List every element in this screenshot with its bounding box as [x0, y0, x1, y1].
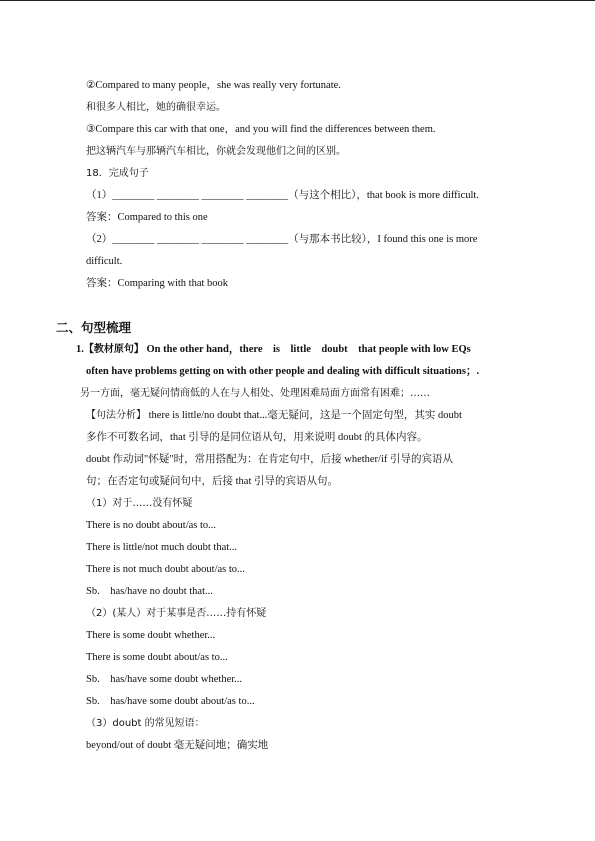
top-rule: [0, 0, 595, 1]
section-title: 二、句型梳理: [56, 320, 132, 335]
analysis-line4: 句；在否定句或疑问句中，后接 that 引导的宾语从句。: [86, 476, 338, 487]
sub1-item: There is not much doubt about/as to...: [86, 564, 245, 575]
sub3-title: （3）doubt 的常见短语：: [86, 718, 205, 729]
exercise-18-q2: （2）________ ________ ________ ________（与那本书比较），I found this one is more: [86, 234, 478, 245]
item1-line2: often have problems getting on with other people and dealing with difficult situations；.: [86, 366, 480, 377]
analysis-line2: 多作不可数名词，that 引导的是同位语从句，用来说明 doubt 的具体内容。: [86, 432, 428, 443]
analysis-line3: doubt 作动词"怀疑"时，常用搭配为：在肯定句中，后接 whether/if 引导的宾语从: [86, 454, 454, 465]
analysis-tag: 【句法分析】: [86, 410, 146, 421]
analysis-text1: there is little/no doubt that...毫无疑问，这是一个固定句型，其实 doubt: [148, 410, 462, 421]
exercise-18-a1: 答案：Compared to this one: [86, 212, 208, 223]
sub3-item: beyond/out of doubt 毫无疑问地；确实地: [86, 740, 269, 751]
item1-tag: 【教材原句】: [83, 344, 144, 355]
example-2-en: ②Compared to many people，she was really very fortunate.: [86, 80, 341, 91]
sub2-title: （2）(某人）对于某事是否……持有怀疑: [86, 608, 267, 619]
sub1-item: Sb. has/have no doubt that...: [86, 586, 213, 597]
exercise-18-title: 18．完成句子: [86, 168, 149, 179]
example-3-en: ③Compare this car with that one，and you will find the differences between them.: [86, 124, 436, 135]
sub2-item: Sb. has/have some doubt about/as to...: [86, 696, 255, 707]
exercise-18-q1: （1）________ ________ ________ ________（与这个相比），that book is more difficult.: [86, 190, 479, 201]
sub2-item: There is some doubt whether...: [86, 630, 216, 641]
sub1-item: There is little/not much doubt that...: [86, 542, 238, 553]
item1-line1: [76, 343, 541, 357]
item1-text1: On the other hand，there is little doubt that people with low EQs: [146, 344, 471, 355]
sub1-item: There is no doubt about/as to...: [86, 520, 217, 531]
exercise-18-q2-cont: difficult.: [86, 256, 123, 267]
sub2-item: Sb. has/have some doubt whether...: [86, 674, 243, 685]
item1-number: 1.: [76, 344, 84, 355]
exercise-18-a2: 答案：Comparing with that book: [86, 278, 229, 289]
analysis-line1: [86, 409, 541, 423]
sub2-item: There is some doubt about/as to...: [86, 652, 228, 663]
sub1-title: （1）对于……没有怀疑: [86, 498, 193, 509]
item1-translation: 另一方面，毫无疑问情商低的人在与人相处、处理困难局面方面常有困难；……: [80, 388, 430, 399]
example-3-cn: 把这辆汽车与那辆汽车相比，你就会发现他们之间的区别。: [86, 146, 346, 157]
example-2-cn: 和很多人相比，她的确很幸运。: [86, 102, 226, 113]
